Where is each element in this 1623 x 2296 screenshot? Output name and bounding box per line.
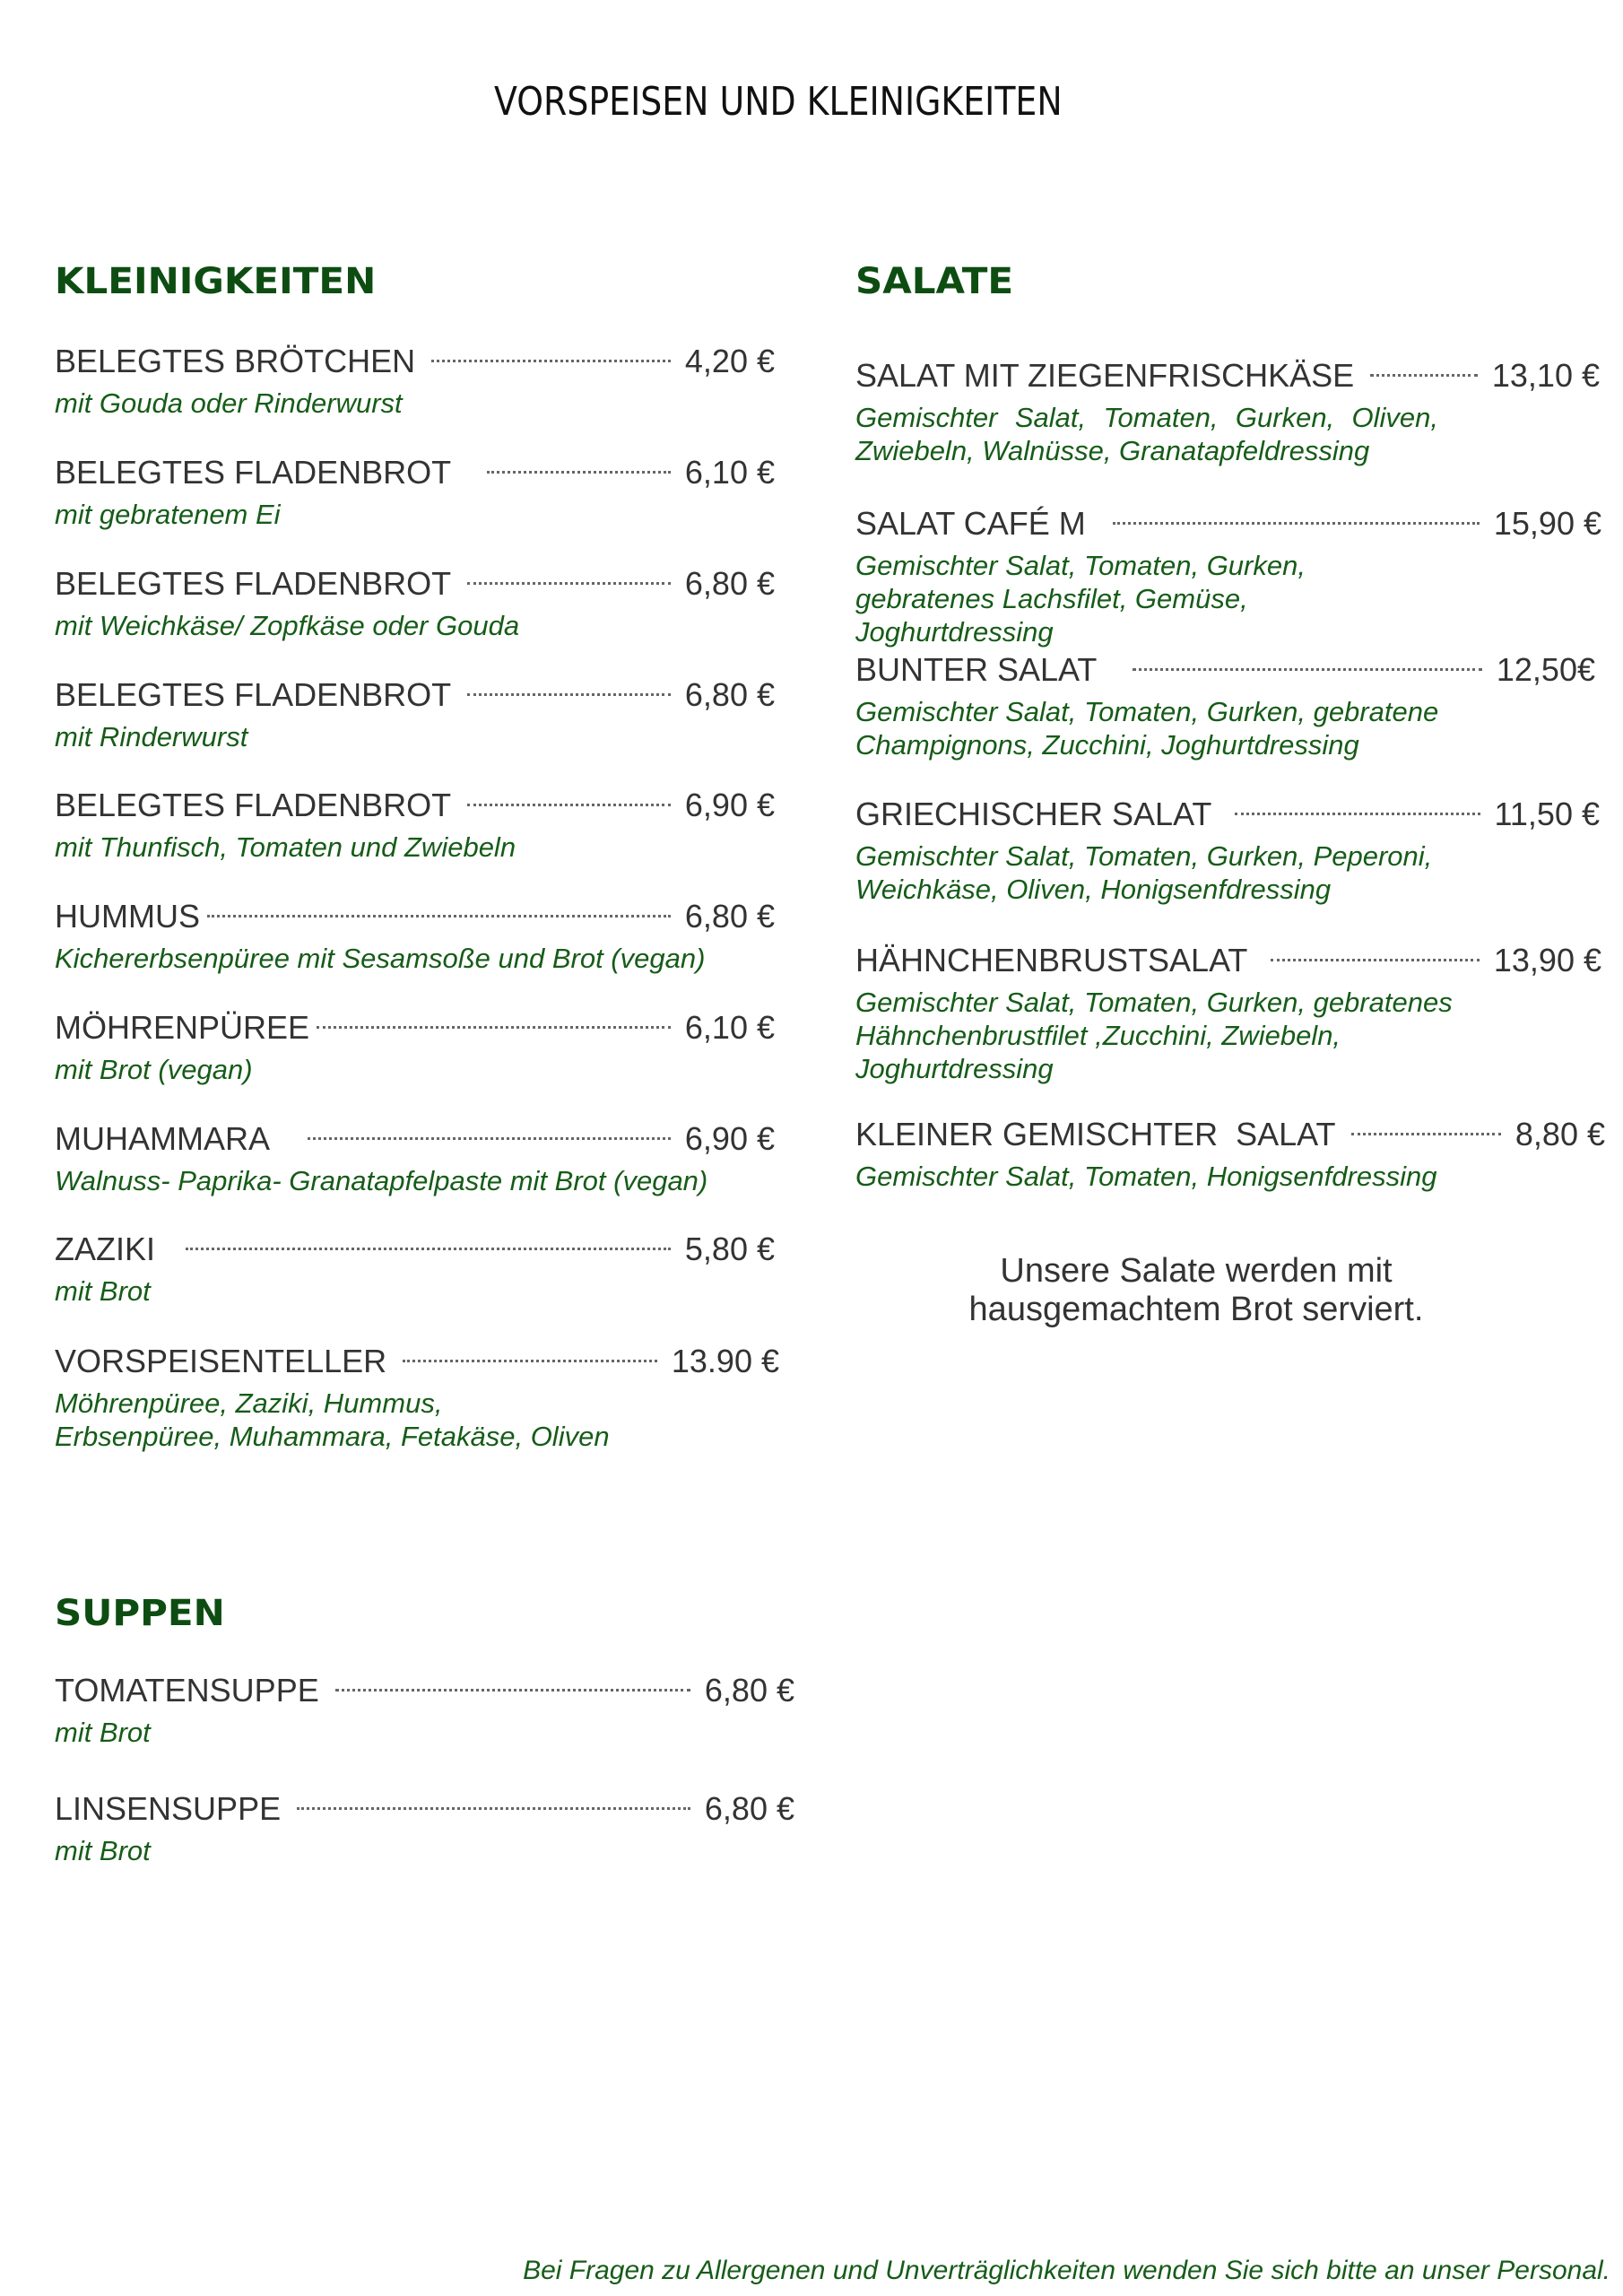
item-name: BELEGTES BRÖTCHEN [55,343,416,379]
item-description: mit Gouda oder Rinderwurst [55,387,403,419]
item-description: Gemischter Salat, Tomaten, Gurken, Oliven, Zwiebeln, Walnüsse, Granatapfeldressing [855,402,1438,466]
menu-item [55,1009,775,1086]
item-price: 6,10 € [684,1009,775,1046]
item-name: BELEGTES FLADENBROT [55,787,452,823]
item-description: Walnuss- Paprika- Granatapfelpaste mit Brot (vegan) [55,1165,708,1196]
dotted-leader [403,1360,657,1362]
section-heading-suppen: SUPPEN [55,1593,225,1634]
page-title: VORSPEISEN UND KLEINIGKEITEN [494,79,1063,125]
item-name: HÄHNCHENBRUSTSALAT [855,942,1248,978]
dotted-leader [297,1807,690,1810]
dotted-leader [317,1026,671,1029]
item-name: MÖHRENPÜREE [55,1009,310,1046]
menu-item [55,1790,794,1867]
item-name: LINSENSUPPE [55,1790,282,1827]
item-description: Möhrenpüree, Zaziki, Hummus, Erbsenpüree, Muhammara, Fetakäse, Oliven [55,1387,610,1452]
dotted-leader [1235,813,1480,815]
dotted-leader [1351,1133,1500,1135]
section-heading-salate: SALATE [855,261,1014,302]
item-description: Gemischter Salat, Tomaten, Gurken, gebratene Champignons, Zucchini, Joghurtdressing [855,696,1439,761]
item-description: mit Weichkäse/ Zopfkäse oder Gouda [55,610,520,641]
dotted-leader [1271,959,1479,961]
menu-item [55,898,775,975]
menu-item [55,1231,775,1308]
menu-item [55,454,775,531]
menu-item [55,676,775,753]
salad-note-line-1: Unsere Salate werden mit [1000,1252,1393,1290]
menu-item [55,565,775,642]
item-name: SALAT MIT ZIEGENFRISCHKÄSE [855,357,1355,394]
item-name: GRIECHISCHER SALAT [855,796,1212,832]
menu-item [855,1116,1605,1193]
section-heading-kleinigkeiten: KLEINIGKEITEN [55,261,377,302]
salad-bread-note [855,1252,1537,1329]
item-price: 6,80 € [684,676,775,713]
dotted-leader [1113,522,1480,525]
menu-item [55,787,775,864]
item-description: mit gebratenem Ei [55,499,281,530]
item-name: BELEGTES FLADENBROT [55,676,452,713]
dotted-leader [1370,374,1478,377]
menu-item [855,796,1600,906]
item-name: BELEGTES FLADENBROT [55,565,452,602]
item-description: mit Rinderwurst [55,721,248,752]
item-description: Gemischter Salat, Tomaten, Gurken, gebratenes Lachsfilet, Gemüse, Joghurtdressing [855,550,1306,648]
item-description: mit Brot [55,1835,151,1866]
item-description: Gemischter Salat, Tomaten, Honigsenfdressing [855,1161,1437,1192]
salad-note-line-2: hausgemachtem Brot serviert. [968,1291,1424,1328]
item-name: KLEINER GEMISCHTER SALAT [855,1116,1336,1152]
menu-item [55,343,775,420]
dotted-leader [467,582,671,585]
item-price: 6,80 € [704,1790,794,1827]
item-name: BELEGTES FLADENBROT [55,454,452,491]
menu-item [55,1672,794,1749]
item-description: mit Brot (vegan) [55,1054,253,1085]
item-name: VORSPEISENTELLER [55,1343,387,1379]
item-name: SALAT CAFÉ M [855,505,1086,542]
item-price: 11,50 € [1494,796,1600,832]
item-price: 12,50€ [1496,651,1595,688]
item-description: mit Thunfisch, Tomaten und Zwiebeln [55,831,516,863]
dotted-leader [308,1137,671,1140]
dotted-leader [335,1689,690,1692]
item-price: 6,90 € [684,787,775,823]
dotted-leader [431,360,671,362]
item-name: ZAZIKI [55,1231,156,1267]
dotted-leader [487,471,671,474]
item-description: Gemischter Salat, Tomaten, Gurken, Peperoni, Weichkäse, Oliven, Honigsenfdressing [855,840,1433,905]
item-description: mit Brot [55,1717,151,1748]
item-price: 13,90 € [1493,942,1601,978]
menu-item [855,942,1601,1085]
menu-item [55,1120,775,1197]
item-price: 6,80 € [704,1672,794,1709]
item-name: HUMMUS [55,898,200,935]
item-price: 8,80 € [1515,1116,1605,1152]
dotted-leader [186,1248,671,1250]
menu-item [855,651,1595,761]
item-price: 5,80 € [684,1231,775,1267]
item-price: 4,20 € [684,343,775,379]
item-description: Kichererbsenpüree mit Sesamsoße und Brot (vegan) [55,943,706,974]
item-name: BUNTER SALAT [855,651,1098,688]
item-price: 15,90 € [1493,505,1601,542]
item-price: 6,80 € [684,898,775,935]
menu-item [855,505,1601,648]
item-name: TOMATENSUPPE [55,1672,319,1709]
item-price: 13,10 € [1491,357,1600,394]
item-description: Gemischter Salat, Tomaten, Gurken, gebratenes Hähnchenbrustfilet ,Zucchini, Zwiebeln, Joghurtdressing [855,987,1453,1084]
menu-item [55,1343,779,1453]
dotted-leader [467,693,671,696]
allergen-note: Bei Fragen zu Allergenen und Unverträglichkeiten wenden Sie sich bitte an unser Personal. [523,2256,1610,2285]
item-description: mit Brot [55,1275,151,1307]
dotted-leader [467,804,671,806]
item-price: 13.90 € [671,1343,779,1379]
dotted-leader [1133,668,1482,671]
item-price: 6,90 € [684,1120,775,1157]
item-price: 6,80 € [684,565,775,602]
item-price: 6,10 € [684,454,775,491]
dotted-leader [207,915,671,918]
menu-item [855,357,1600,467]
item-name: MUHAMMARA [55,1120,270,1157]
